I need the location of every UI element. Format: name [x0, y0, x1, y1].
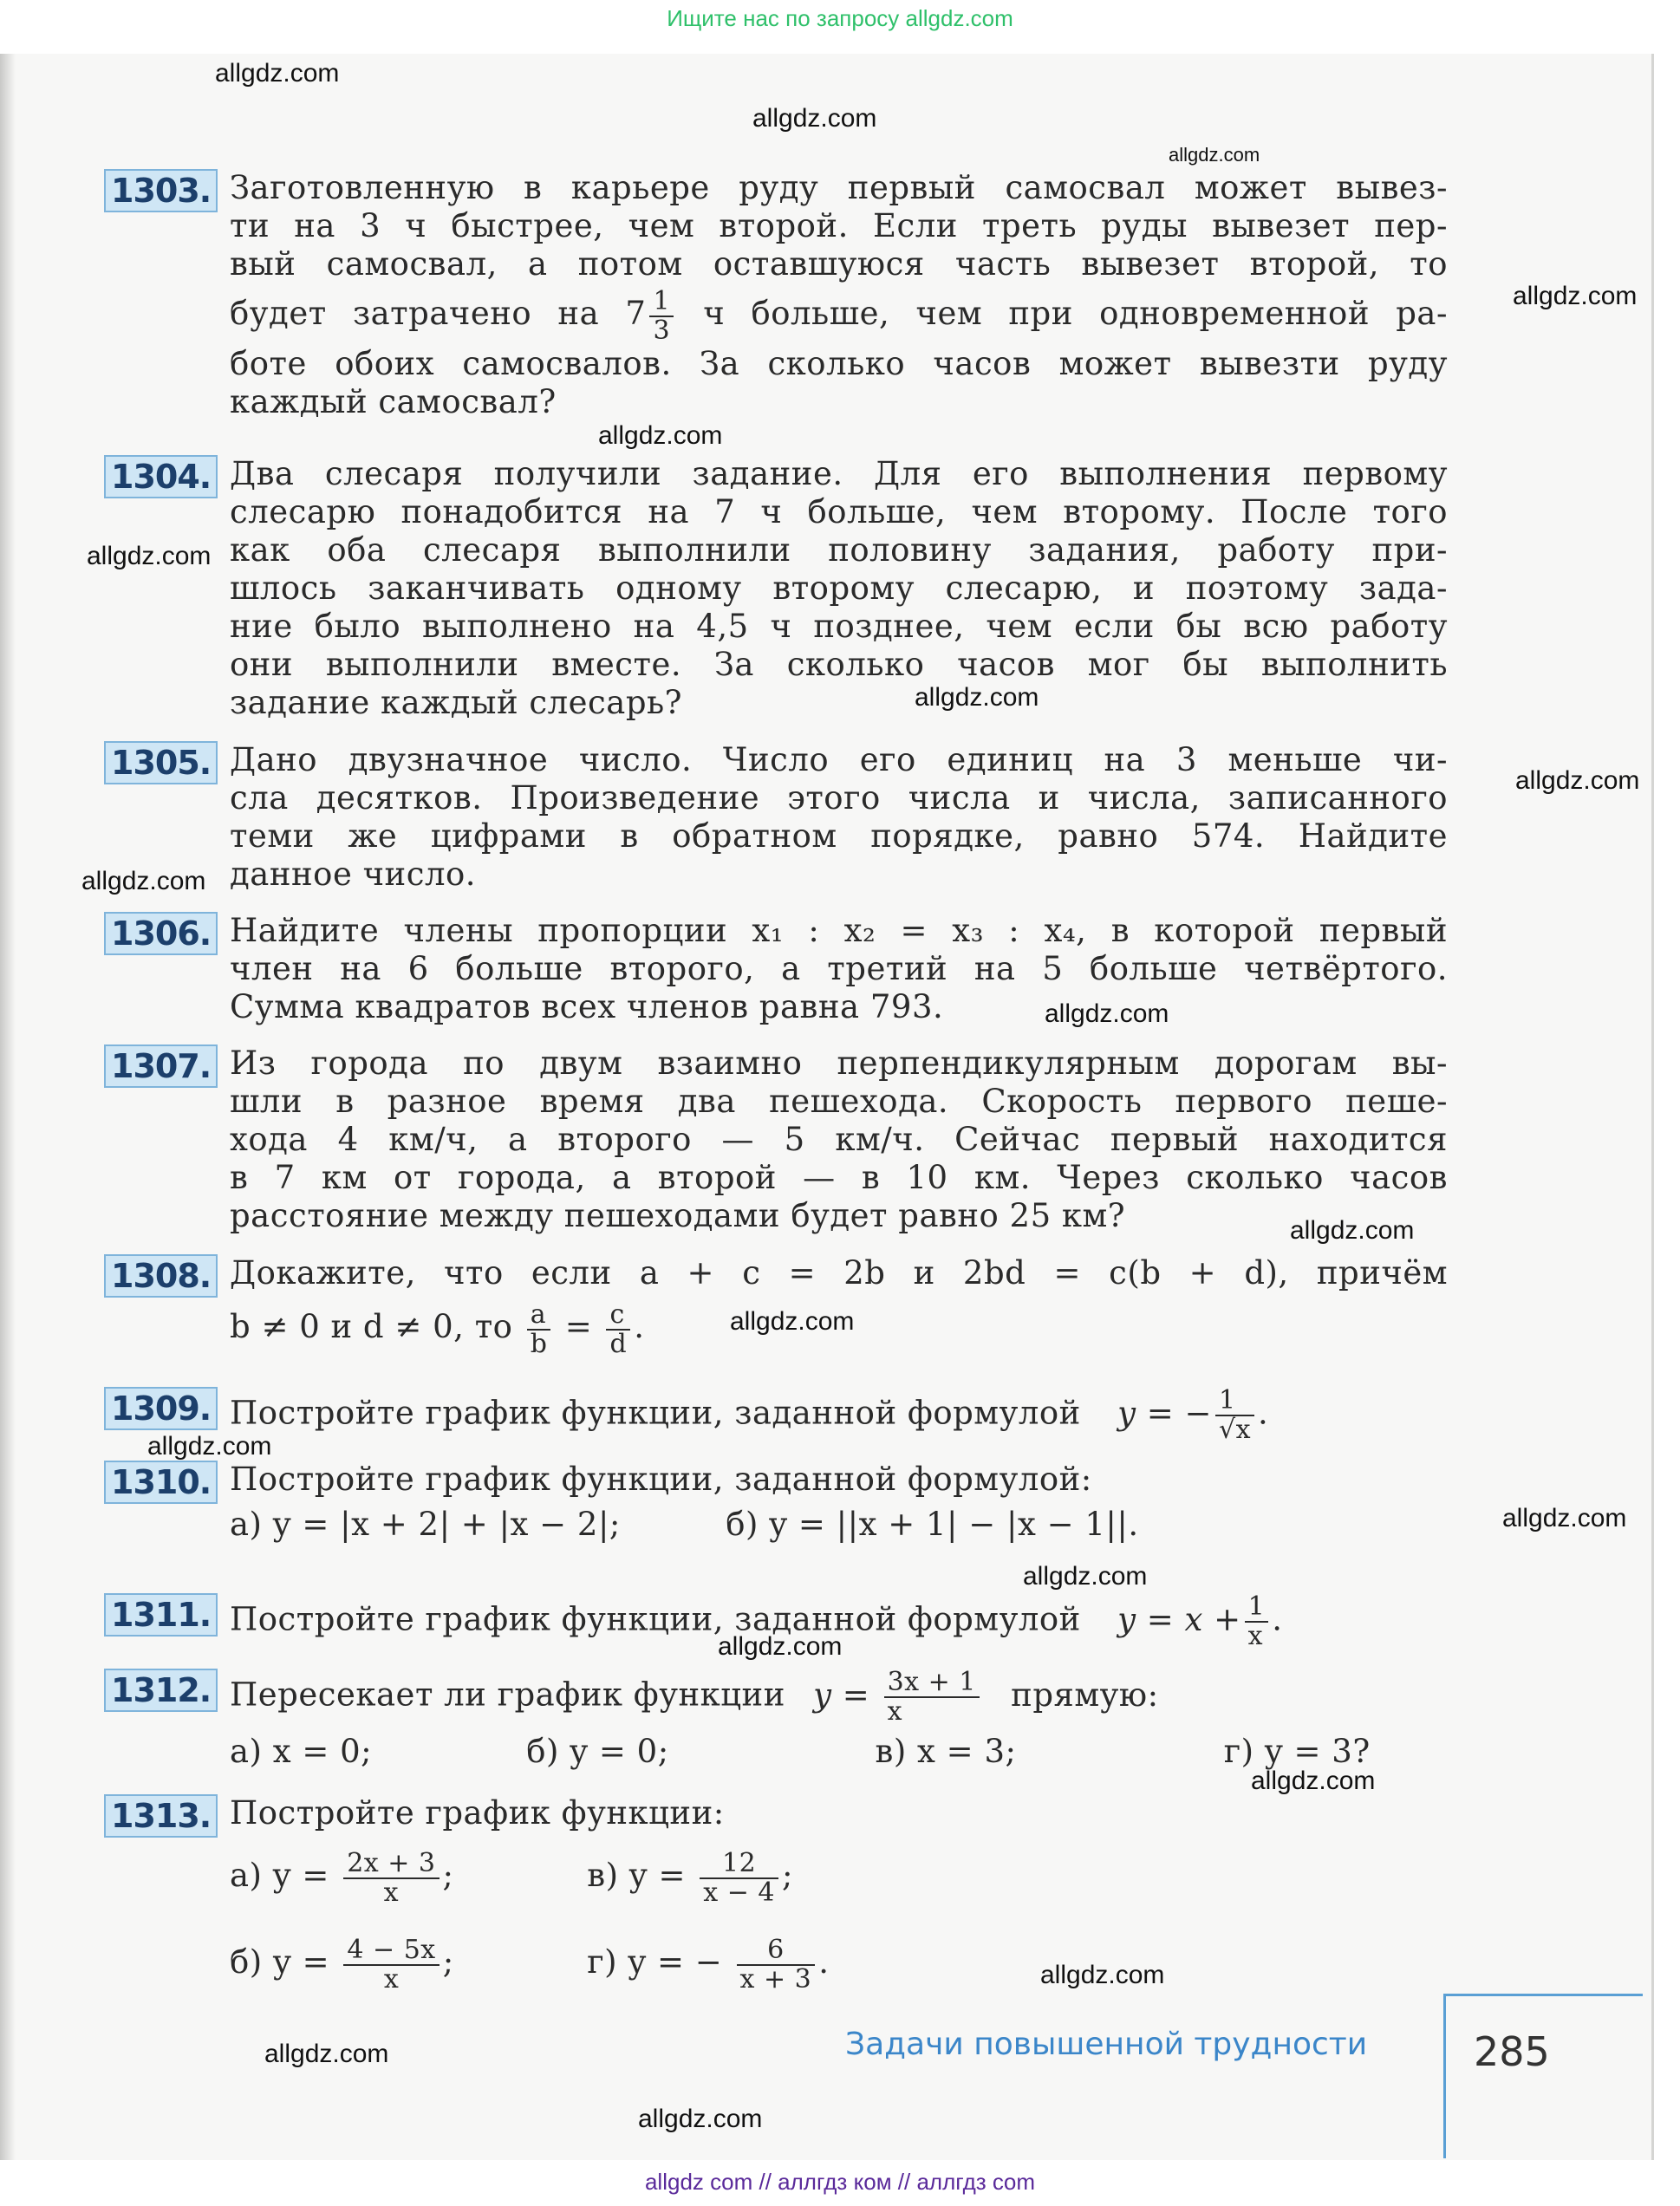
punctuation: . [1258, 1394, 1269, 1432]
punctuation: . [818, 1943, 830, 1981]
numerator: 1 [649, 288, 674, 317]
option-b: б) y = 0; [526, 1733, 669, 1770]
problem-text-line: Из города по двум взаимно перпендикулярным дорогам вы- [230, 1044, 1448, 1082]
page-shadow [0, 54, 16, 2160]
options-row [230, 1726, 1448, 1778]
problem-1313 [104, 1794, 1448, 2006]
equals-sign: = [564, 1308, 593, 1345]
problem-text-line: ние было выполнено на 4,5 ч позднее, чем если бы всю работу [230, 608, 1448, 645]
watermark: allgdz.com [730, 1307, 855, 1336]
watermark: allgdz.com [81, 867, 206, 895]
formula: y = − [1117, 1394, 1212, 1432]
fraction [737, 1936, 816, 1994]
punctuation: . [1272, 1600, 1283, 1638]
problem-1308 [104, 1254, 1448, 1362]
top-banner[interactable]: Ищите нас по запросу allgdz.com [667, 5, 1013, 31]
problem-text-line: боте обоих самосвалов. За сколько часов может вывезти руду [230, 344, 1448, 382]
page-number: 285 [1474, 2028, 1550, 2075]
problem-1304 [104, 455, 1448, 722]
problem-text-line: как оба слесаря выполнили половину задания, работу при- [230, 531, 1448, 569]
problem-text-line: Постройте график функции, заданной формулой: [230, 1461, 1092, 1498]
problem-number: 1310. [104, 1461, 218, 1504]
section-title: Задачи повышенной трудности [845, 2027, 1368, 2062]
denominator: b [530, 1328, 548, 1359]
problem-text-line: Дано двузначное число. Число его единиц на 3 меньше чи- [230, 741, 1448, 778]
option-label: г) y = − [587, 1943, 723, 1981]
numerator: 12 [700, 1850, 778, 1879]
problem-1305 [104, 741, 1448, 894]
option-b: б) y = ||x + 1| − |x − 1||. [726, 1506, 1139, 1543]
text-fragment: будет затрачено на [230, 295, 600, 332]
options-row [230, 1919, 1448, 2006]
text-fragment: Пересекает ли график функции [230, 1676, 785, 1714]
denominator: x [887, 1696, 902, 1727]
problem-text-line: сла десятков. Произведение этого числа и числа, записанного [230, 779, 1448, 817]
option-a [230, 1832, 576, 1919]
mixed-number [625, 285, 677, 346]
watermark: allgdz.com [752, 104, 877, 133]
watermark: allgdz.com [1045, 999, 1169, 1028]
denominator: d [609, 1328, 628, 1359]
watermark: allgdz.com [215, 59, 340, 88]
option-label: а) y = [230, 1857, 329, 1894]
problem-text-line: Докажите, что если a + c = 2b и 2bd = c(b + d), причём [230, 1254, 1448, 1292]
denominator: 3 [653, 315, 671, 346]
option-label: в) y = [587, 1857, 686, 1894]
fraction [1245, 1593, 1269, 1650]
watermark: allgdz.com [264, 2040, 389, 2068]
problem-1310 [104, 1461, 1448, 1551]
problem-text-line: каждый самосвал? [230, 382, 557, 420]
numerator: a [527, 1301, 551, 1331]
footer-divider [1443, 1994, 1643, 1996]
watermark: allgdz.com [147, 1432, 272, 1461]
problem-text-line: данное число. [230, 856, 476, 893]
denominator: x + 3 [739, 1963, 812, 1995]
watermark: allgdz.com [1502, 1504, 1627, 1532]
fraction [700, 1847, 778, 1908]
problem-1307 [104, 1044, 1448, 1235]
problem-number: 1303. [104, 169, 218, 212]
text-fragment: прямую: [1011, 1676, 1159, 1714]
text-fragment: b ≠ 0 и d ≠ 0, то [230, 1308, 513, 1345]
problem-number: 1306. [104, 912, 218, 955]
text-fragment: Постройте график функции, заданной формулой [230, 1394, 1081, 1432]
fraction [884, 1669, 980, 1726]
watermark: allgdz.com [915, 683, 1039, 712]
problem-text-line: член на 6 больше второго, а третий на 5 больше четвёртого. [230, 950, 1448, 987]
option-v [587, 1832, 793, 1919]
fraction [1215, 1387, 1254, 1444]
problem-number: 1304. [104, 455, 218, 498]
problem-number: 1308. [104, 1254, 218, 1298]
option-v: в) x = 3; [875, 1733, 1017, 1770]
problem-text-line: ти на 3 ч быстрее, чем второй. Если треть руды вывезет пер- [230, 207, 1448, 244]
footer-divider [1443, 1994, 1446, 2158]
problem-number: 1313. [104, 1794, 218, 1838]
numerator: 2x + 3 [343, 1850, 439, 1879]
fraction [527, 1298, 551, 1359]
problem-text-line: хода 4 км/ч, а второго — 5 км/ч. Сейчас первый находится [230, 1121, 1448, 1158]
problem-text-line: вый самосвал, а потом оставшуюся часть вывезет второй, то [230, 245, 1448, 283]
problem-text-line-with-fraction [230, 283, 1448, 345]
text-fragment: ч больше, чем при одновременной ра- [703, 295, 1448, 332]
problem-text-line: теми же цифрами в обратном порядке, равно 574. Найдите [230, 817, 1448, 855]
mixed-whole: 7 [625, 295, 647, 332]
punctuation: ; [442, 1943, 454, 1981]
denominator: x − 4 [703, 1877, 775, 1908]
numerator: 3x + 1 [884, 1669, 980, 1698]
watermark: allgdz.com [1515, 766, 1640, 795]
problem-1312 [104, 1669, 1448, 1778]
problem-text-line: задание каждый слесарь? [230, 684, 683, 721]
fraction [343, 1936, 439, 1994]
watermark: allgdz.com [1513, 282, 1638, 310]
bottom-banner[interactable]: allgdz com // аллгдз ком // аллгдз com [644, 2169, 1036, 2195]
problem-number: 1311. [104, 1593, 218, 1637]
options-row [230, 1832, 1448, 1919]
problem-text-line: слесарю понадобится на 7 ч больше, чем второму. После того [230, 493, 1448, 530]
problem-number: 1307. [104, 1044, 218, 1088]
problem-text-line: Заготовленную в карьере руду первый самосвал может вывез- [230, 169, 1448, 206]
option-label: б) y = [230, 1943, 330, 1981]
watermark: allgdz.com [598, 421, 723, 450]
punctuation: ; [442, 1857, 454, 1894]
fraction [649, 285, 674, 346]
problem-text-line: они выполнили вместе. За сколько часов мог бы выполнить [230, 646, 1448, 683]
numerator: 4 − 5x [343, 1936, 439, 1966]
numerator: c [606, 1301, 630, 1331]
watermark: allgdz.com [87, 542, 212, 570]
option-b [230, 1919, 576, 2006]
problem-1303 [104, 169, 1448, 421]
formula: y = [813, 1676, 870, 1714]
problem-1309 [104, 1387, 1448, 1444]
watermark: allgdz.com [1290, 1216, 1415, 1245]
problem-text-line: Постройте график функции: [230, 1794, 725, 1832]
watermark: allgdz.com [1169, 144, 1260, 166]
punctuation: . [634, 1308, 645, 1345]
problem-text-line: шли в разное время два пешехода. Скорость первого пеше- [230, 1083, 1448, 1120]
fraction [606, 1298, 630, 1359]
watermark: allgdz.com [1023, 1562, 1148, 1591]
problem-text-line: Найдите члены пропорции x₁ : x₂ = x₃ : x₄, в которой первый [230, 912, 1448, 949]
text-fragment: Постройте график функции, заданной формулой [230, 1600, 1081, 1638]
fraction [343, 1847, 439, 1908]
problem-text-line: шлось заканчивать одному второму слесарю, и поэтому зада- [230, 569, 1448, 607]
problem-text-line-with-fraction [230, 1669, 1448, 1726]
options-row [230, 1499, 1448, 1551]
problem-text-line: Сумма квадратов всех членов равна 793. [230, 988, 944, 1025]
formula: y = x + [1117, 1600, 1241, 1638]
watermark: allgdz.com [1251, 1767, 1376, 1795]
problem-number: 1312. [104, 1669, 218, 1712]
numerator: 1 [1215, 1387, 1254, 1416]
problem-text-line-with-fraction [230, 1292, 1448, 1362]
denominator: x [1247, 1621, 1264, 1651]
problem-text-line: в 7 км от города, а второй — в 10 км. Через сколько часов [230, 1159, 1448, 1196]
problem-1306 [104, 912, 1448, 1026]
option-g: г) y = 3? [1223, 1733, 1371, 1770]
option-g [587, 1919, 829, 2006]
option-a: а) x = 0; [230, 1733, 373, 1770]
problem-number: 1309. [104, 1387, 218, 1430]
option-a: а) y = |x + 2| + |x − 2|; [230, 1506, 621, 1543]
punctuation: ; [781, 1857, 793, 1894]
problem-number: 1305. [104, 741, 218, 784]
problem-1311 [104, 1593, 1448, 1650]
watermark: allgdz.com [1040, 1961, 1165, 1989]
problem-text-line: Два слесаря получили задание. Для его выполнения первому [230, 455, 1448, 492]
denominator: x [383, 1963, 400, 1995]
numerator: 6 [737, 1936, 816, 1966]
watermark: allgdz.com [718, 1632, 843, 1661]
numerator: 1 [1245, 1593, 1269, 1623]
problem-text-line-with-fraction [230, 1387, 1448, 1444]
denominator: √x [1219, 1415, 1252, 1445]
problem-text-line-with-fraction [230, 1593, 1448, 1650]
watermark: allgdz.com [638, 2105, 763, 2133]
problem-text-line: расстояние между пешеходами будет равно 25 км? [230, 1197, 1126, 1234]
denominator: x [383, 1877, 400, 1908]
